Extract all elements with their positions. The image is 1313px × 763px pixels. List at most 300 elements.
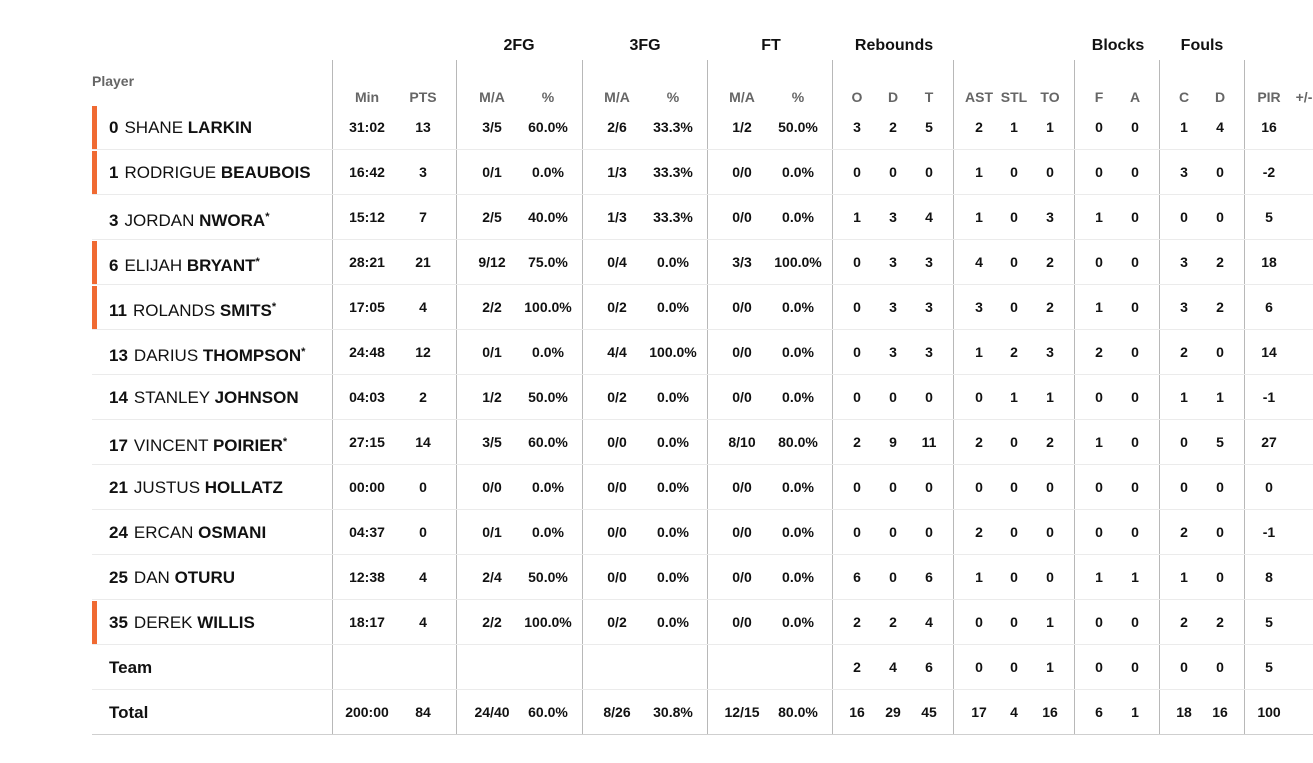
stat-2fg-pct: 50.0% [528, 569, 568, 585]
stat-ft-ma: 1/2 [732, 119, 752, 135]
stat-2fg-pct: 0.0% [532, 344, 564, 360]
player-row[interactable] [92, 240, 1313, 285]
stat-min: 27:15 [349, 434, 385, 450]
stat-reb-t: 3 [925, 299, 933, 315]
stat-pts: 7 [419, 209, 427, 225]
group-2fg: 2FG [503, 37, 535, 54]
player-number: 35 [109, 613, 128, 632]
stat-ft-ma: 0/0 [732, 569, 752, 585]
stat-stl: 0 [1010, 659, 1018, 675]
player-row[interactable] [92, 420, 1313, 465]
player-first-name: DARIUS [133, 346, 199, 365]
stat-2fg-ma: 9/12 [478, 254, 506, 270]
stat-2fg-pct: 100.0% [524, 614, 572, 630]
stat-blocks-f: 2 [1095, 344, 1103, 360]
stat-reb-d: 0 [889, 479, 897, 495]
player-marker: * [255, 256, 260, 268]
stat-reb-t: 5 [925, 119, 933, 135]
stat-pir: -1 [1262, 524, 1276, 540]
stat-to: 2 [1046, 254, 1054, 270]
stat-min: 24:48 [349, 344, 385, 360]
stat-stl: 0 [1010, 614, 1018, 630]
stat-3fg-pct: 33.3% [653, 119, 693, 135]
player-first-name: ELIJAH [124, 256, 183, 275]
player-row[interactable] [92, 285, 1313, 330]
player-last-name: HOLLATZ [204, 478, 283, 497]
stat-pts: 4 [419, 569, 427, 585]
stat-fouls-c: 3 [1180, 299, 1188, 315]
stat-reb-t: 3 [925, 254, 933, 270]
stat-2fg-ma: 2/4 [482, 569, 502, 585]
stat-3fg-ma: 0/2 [607, 389, 627, 405]
stat-ast: 17 [971, 704, 987, 720]
stat-3fg-ma: 0/4 [607, 254, 627, 270]
player-name[interactable] [109, 330, 305, 378]
stat-to: 0 [1046, 164, 1054, 180]
stat-ft-ma: 0/0 [732, 344, 752, 360]
stat-pts: 13 [415, 119, 431, 135]
header-fouls-d: D [1214, 89, 1226, 105]
player-last-name: LARKIN [187, 118, 252, 137]
player-number: 3 [109, 211, 119, 230]
stat-pir: 27 [1261, 434, 1277, 450]
stat-reb-d: 3 [889, 254, 897, 270]
stat-blocks-a: 0 [1131, 614, 1139, 630]
stat-to: 16 [1042, 704, 1058, 720]
stat-stl: 0 [1010, 164, 1018, 180]
stat-3fg-ma: 0/0 [607, 569, 627, 585]
stat-ft-pct: 0.0% [782, 389, 814, 405]
player-last-name: BEAUBOIS [220, 163, 311, 182]
stat-ast: 1 [975, 209, 983, 225]
stat-fouls-c: 1 [1180, 119, 1188, 135]
stat-ft-pct: 0.0% [782, 209, 814, 225]
stat-reb-o: 3 [853, 119, 861, 135]
stat-fouls-d: 0 [1216, 344, 1224, 360]
stat-stl: 1 [1010, 389, 1018, 405]
stat-fouls-c: 0 [1180, 209, 1188, 225]
stat-stl: 0 [1010, 479, 1018, 495]
stat-reb-t: 4 [925, 209, 933, 225]
player-last-name: THOMPSON [202, 346, 302, 365]
stat-ft-ma: 8/10 [728, 434, 756, 450]
stat-stl: 0 [1010, 524, 1018, 540]
player-number: 1 [109, 163, 119, 182]
stat-2fg-pct: 60.0% [528, 704, 568, 720]
group-rebounds: Rebounds [854, 37, 934, 54]
stat-pir: 8 [1265, 569, 1273, 585]
team-row [92, 645, 1313, 690]
player-name[interactable] [109, 420, 287, 468]
stat-reb-d: 4 [889, 659, 897, 675]
stat-ast: 0 [975, 479, 983, 495]
stat-blocks-f: 1 [1095, 299, 1103, 315]
stat-blocks-a: 0 [1131, 434, 1139, 450]
starter-indicator [92, 106, 97, 149]
stat-3fg-ma: 0/2 [607, 614, 627, 630]
stat-ast: 3 [975, 299, 983, 315]
player-first-name: ROLANDS [132, 301, 216, 320]
stat-3fg-ma: 2/6 [607, 119, 627, 135]
stat-3fg-ma: 0/0 [607, 434, 627, 450]
player-name[interactable] [109, 555, 235, 600]
stat-fouls-d: 2 [1216, 254, 1224, 270]
stat-ft-pct: 0.0% [782, 614, 814, 630]
stat-min: 04:03 [349, 389, 385, 405]
stat-min: 00:00 [349, 479, 385, 495]
player-last-name: NWORA [199, 211, 266, 230]
stat-fouls-d: 16 [1212, 704, 1228, 720]
player-row[interactable] [92, 510, 1313, 555]
stat-reb-o: 6 [853, 569, 861, 585]
stat-ft-pct: 0.0% [782, 569, 814, 585]
stat-2fg-ma: 0/1 [482, 524, 502, 540]
player-row[interactable] [92, 465, 1313, 510]
stat-3fg-pct: 0.0% [657, 389, 689, 405]
player-last-name: WILLIS [197, 613, 255, 632]
stat-2fg-pct: 75.0% [528, 254, 568, 270]
header-ft-ma: M/A [729, 89, 755, 105]
stat-2fg-pct: 60.0% [528, 434, 568, 450]
stat-to: 1 [1046, 659, 1054, 675]
stat-blocks-f: 0 [1095, 614, 1103, 630]
player-first-name: VINCENT [133, 436, 209, 455]
stat-fouls-c: 18 [1176, 704, 1192, 720]
header-reb-o: O [851, 89, 863, 105]
stat-ft-ma: 0/0 [732, 389, 752, 405]
player-number: 21 [109, 478, 128, 497]
stat-blocks-a: 0 [1131, 164, 1139, 180]
stat-fouls-c: 3 [1180, 164, 1188, 180]
stat-pts: 2 [419, 389, 427, 405]
stat-2fg-ma: 0/1 [482, 344, 502, 360]
stat-2fg-ma: 0/0 [482, 479, 502, 495]
player-column-header: Player [92, 73, 135, 89]
stat-pts: 3 [419, 164, 427, 180]
stat-2fg-ma: 1/2 [482, 389, 502, 405]
header-pts: PTS [409, 89, 437, 105]
starter-indicator [92, 601, 97, 644]
stat-pir: -1 [1262, 389, 1276, 405]
stat-to: 0 [1046, 569, 1054, 585]
stat-3fg-ma: 0/0 [607, 524, 627, 540]
stat-pts: 14 [415, 434, 431, 450]
stat-fouls-d: 1 [1216, 389, 1224, 405]
player-name[interactable] [109, 285, 276, 333]
stat-2fg-ma: 2/2 [482, 299, 502, 315]
header-2fg-pct: % [541, 89, 555, 105]
stat-blocks-f: 1 [1095, 209, 1103, 225]
stat-blocks-a: 0 [1131, 344, 1139, 360]
stat-stl: 0 [1010, 569, 1018, 585]
stat-2fg-ma: 3/5 [482, 434, 502, 450]
stat-pts: 12 [415, 344, 431, 360]
stat-3fg-ma: 4/4 [607, 344, 627, 360]
player-first-name: STANLEY [133, 388, 210, 407]
stat-reb-t: 6 [925, 659, 933, 675]
player-marker: * [271, 301, 277, 313]
player-row[interactable] [92, 555, 1313, 600]
player-last-name: OTURU [174, 568, 236, 587]
stat-fouls-d: 2 [1216, 614, 1224, 630]
stat-reb-t: 6 [925, 569, 933, 585]
stat-ast: 0 [975, 614, 983, 630]
stat-ft-pct: 0.0% [782, 524, 814, 540]
stat-2fg-pct: 0.0% [532, 524, 564, 540]
stat-blocks-f: 0 [1095, 479, 1103, 495]
player-name[interactable] [109, 150, 311, 195]
stat-fouls-d: 2 [1216, 299, 1224, 315]
stat-fouls-d: 0 [1216, 479, 1224, 495]
stat-stl: 2 [1010, 344, 1018, 360]
stat-blocks-f: 0 [1095, 119, 1103, 135]
stat-2fg-pct: 0.0% [532, 479, 564, 495]
stat-to: 1 [1046, 119, 1054, 135]
stat-reb-d: 3 [889, 209, 897, 225]
player-name[interactable] [109, 195, 270, 243]
stat-ast: 4 [975, 254, 983, 270]
header-2fg-ma: M/A [479, 89, 505, 105]
header-blocks-a: A [1129, 89, 1141, 105]
stat-3fg-pct: 0.0% [657, 299, 689, 315]
stat-ft-ma: 0/0 [732, 164, 752, 180]
stat-2fg-pct: 100.0% [524, 299, 572, 315]
stat-2fg-ma: 0/1 [482, 164, 502, 180]
stat-stl: 4 [1010, 704, 1018, 720]
stat-reb-t: 45 [921, 704, 937, 720]
starter-indicator [92, 286, 97, 329]
stat-pir: -2 [1262, 164, 1276, 180]
header-3fg-pct: % [666, 89, 680, 105]
group-3fg: 3FG [629, 37, 661, 54]
stat-ast: 1 [975, 344, 983, 360]
stat-pir: 14 [1261, 344, 1277, 360]
stat-blocks-f: 0 [1095, 254, 1103, 270]
stat-3fg-pct: 0.0% [657, 524, 689, 540]
stat-pir: 18 [1261, 254, 1277, 270]
stat-reb-t: 11 [921, 434, 937, 450]
stat-reb-o: 0 [853, 479, 861, 495]
stat-min: 12:38 [349, 569, 385, 585]
header-ast: AST [965, 89, 993, 105]
stat-min: 200:00 [345, 704, 389, 720]
stat-pts: 4 [419, 299, 427, 315]
stat-reb-t: 4 [925, 614, 933, 630]
header-min: Min [354, 89, 380, 105]
player-first-name: RODRIGUE [124, 163, 217, 182]
stat-ast: 1 [975, 569, 983, 585]
header-to: TO [1040, 89, 1060, 105]
stat-2fg-pct: 50.0% [528, 389, 568, 405]
header-plus-minus: +/- [1295, 89, 1313, 105]
total-row [92, 690, 1313, 735]
player-number: 13 [109, 346, 128, 365]
stat-blocks-a: 0 [1131, 479, 1139, 495]
stat-blocks-a: 0 [1131, 119, 1139, 135]
player-row[interactable] [92, 600, 1313, 645]
player-first-name: DEREK [133, 613, 193, 632]
stat-fouls-d: 4 [1216, 119, 1224, 135]
player-row[interactable] [92, 105, 1313, 150]
player-last-name: BRYANT [186, 256, 256, 275]
stat-fouls-d: 0 [1216, 569, 1224, 585]
stat-reb-t: 0 [925, 389, 933, 405]
stat-3fg-ma: 8/26 [603, 704, 631, 720]
stat-ft-pct: 50.0% [778, 119, 818, 135]
stat-reb-o: 0 [853, 389, 861, 405]
stat-3fg-ma: 1/3 [607, 209, 627, 225]
stat-pts: 0 [419, 479, 427, 495]
stat-reb-t: 0 [925, 479, 933, 495]
player-first-name: SHANE [124, 118, 184, 137]
stat-ft-ma: 12/15 [724, 704, 760, 720]
player-name[interactable] [109, 510, 266, 555]
player-last-name: JOHNSON [214, 388, 299, 407]
stat-2fg-ma: 2/5 [482, 209, 502, 225]
player-name[interactable] [109, 375, 299, 420]
stat-reb-o: 0 [853, 164, 861, 180]
stat-ft-ma: 0/0 [732, 524, 752, 540]
stat-fouls-c: 0 [1180, 434, 1188, 450]
stat-3fg-pct: 0.0% [657, 254, 689, 270]
stat-to: 1 [1046, 614, 1054, 630]
stat-pir: 6 [1265, 299, 1273, 315]
stat-3fg-pct: 100.0% [649, 344, 697, 360]
player-name[interactable] [109, 240, 260, 288]
stat-stl: 0 [1010, 254, 1018, 270]
stat-fouls-c: 1 [1180, 569, 1188, 585]
player-last-name: OSMANI [198, 523, 267, 542]
header-stl: STL [1000, 89, 1028, 105]
stat-pir: 5 [1265, 659, 1273, 675]
stat-ft-pct: 0.0% [782, 479, 814, 495]
header-reb-d: D [887, 89, 899, 105]
stat-min: 31:02 [349, 119, 385, 135]
stat-3fg-ma: 0/2 [607, 299, 627, 315]
stat-reb-d: 9 [889, 434, 897, 450]
stat-reb-d: 2 [889, 119, 897, 135]
player-name[interactable] [109, 600, 255, 645]
group-ft: FT [761, 37, 781, 54]
stat-reb-t: 3 [925, 344, 933, 360]
player-row[interactable] [92, 330, 1313, 375]
player-row[interactable] [92, 195, 1313, 240]
stat-pir: 5 [1265, 209, 1273, 225]
stat-min: 17:05 [349, 299, 385, 315]
stat-reb-d: 0 [889, 524, 897, 540]
stat-to: 0 [1046, 524, 1054, 540]
player-row[interactable] [92, 150, 1313, 195]
stat-2fg-pct: 40.0% [528, 209, 568, 225]
stat-3fg-pct: 0.0% [657, 614, 689, 630]
starter-indicator [92, 241, 97, 284]
stat-blocks-f: 0 [1095, 659, 1103, 675]
header-blocks-f: F [1094, 89, 1104, 105]
stat-blocks-f: 1 [1095, 569, 1103, 585]
stat-fouls-c: 2 [1180, 344, 1188, 360]
stat-reb-o: 0 [853, 299, 861, 315]
stat-blocks-f: 0 [1095, 524, 1103, 540]
stat-ft-pct: 80.0% [778, 434, 818, 450]
stat-3fg-pct: 30.8% [653, 704, 693, 720]
group-blocks: Blocks [1091, 37, 1145, 54]
stat-blocks-f: 0 [1095, 164, 1103, 180]
stat-stl: 1 [1010, 119, 1018, 135]
stat-ast: 0 [975, 659, 983, 675]
stat-ft-pct: 0.0% [782, 299, 814, 315]
stat-fouls-d: 0 [1216, 164, 1224, 180]
player-name[interactable] [109, 105, 252, 150]
stat-blocks-a: 0 [1131, 299, 1139, 315]
stat-min: 04:37 [349, 524, 385, 540]
player-number: 17 [109, 436, 128, 455]
player-number: 0 [109, 118, 119, 137]
stat-ft-pct: 0.0% [782, 164, 814, 180]
stat-to: 1 [1046, 389, 1054, 405]
stat-reb-o: 1 [853, 209, 861, 225]
player-name[interactable] [109, 465, 283, 510]
stat-blocks-a: 1 [1131, 704, 1139, 720]
stat-fouls-c: 2 [1180, 524, 1188, 540]
row-separator [92, 734, 1313, 735]
stat-reb-o: 2 [853, 434, 861, 450]
stat-pts: 4 [419, 614, 427, 630]
stat-min: 16:42 [349, 164, 385, 180]
stat-to: 2 [1046, 434, 1054, 450]
player-last-name: SMITS [219, 301, 272, 320]
stat-reb-d: 0 [889, 389, 897, 405]
stat-pir: 5 [1265, 614, 1273, 630]
total-label: Total [109, 703, 149, 722]
stat-min: 28:21 [349, 254, 385, 270]
stat-ft-ma: 0/0 [732, 209, 752, 225]
stat-pts: 84 [415, 704, 431, 720]
stat-ft-ma: 0/0 [732, 479, 752, 495]
stat-reb-o: 0 [853, 524, 861, 540]
stat-ft-ma: 0/0 [732, 614, 752, 630]
player-last-name: POIRIER [212, 436, 283, 455]
stat-2fg-ma: 24/40 [474, 704, 510, 720]
player-number: 6 [109, 256, 119, 275]
stat-2fg-pct: 60.0% [528, 119, 568, 135]
stat-blocks-a: 1 [1131, 569, 1139, 585]
stat-ft-pct: 100.0% [774, 254, 822, 270]
stat-fouls-d: 0 [1216, 524, 1224, 540]
stat-reb-d: 2 [889, 614, 897, 630]
stat-fouls-c: 2 [1180, 614, 1188, 630]
stat-fouls-c: 0 [1180, 659, 1188, 675]
header-3fg-ma: M/A [604, 89, 630, 105]
stat-ft-pct: 0.0% [782, 344, 814, 360]
stat-ast: 2 [975, 119, 983, 135]
stat-ast: 2 [975, 524, 983, 540]
stat-3fg-pct: 0.0% [657, 434, 689, 450]
stat-3fg-pct: 0.0% [657, 569, 689, 585]
header-ft-pct: % [791, 89, 805, 105]
player-number: 24 [109, 523, 128, 542]
header-fouls-c: C [1178, 89, 1190, 105]
stat-reb-o: 16 [849, 704, 865, 720]
player-number: 11 [109, 301, 127, 320]
stat-3fg-pct: 33.3% [653, 209, 693, 225]
stat-ast: 0 [975, 389, 983, 405]
stat-fouls-d: 0 [1216, 209, 1224, 225]
stat-fouls-c: 3 [1180, 254, 1188, 270]
player-marker: * [282, 436, 288, 448]
stat-reb-d: 0 [889, 164, 897, 180]
player-row[interactable] [92, 375, 1313, 420]
stat-reb-o: 0 [853, 344, 861, 360]
